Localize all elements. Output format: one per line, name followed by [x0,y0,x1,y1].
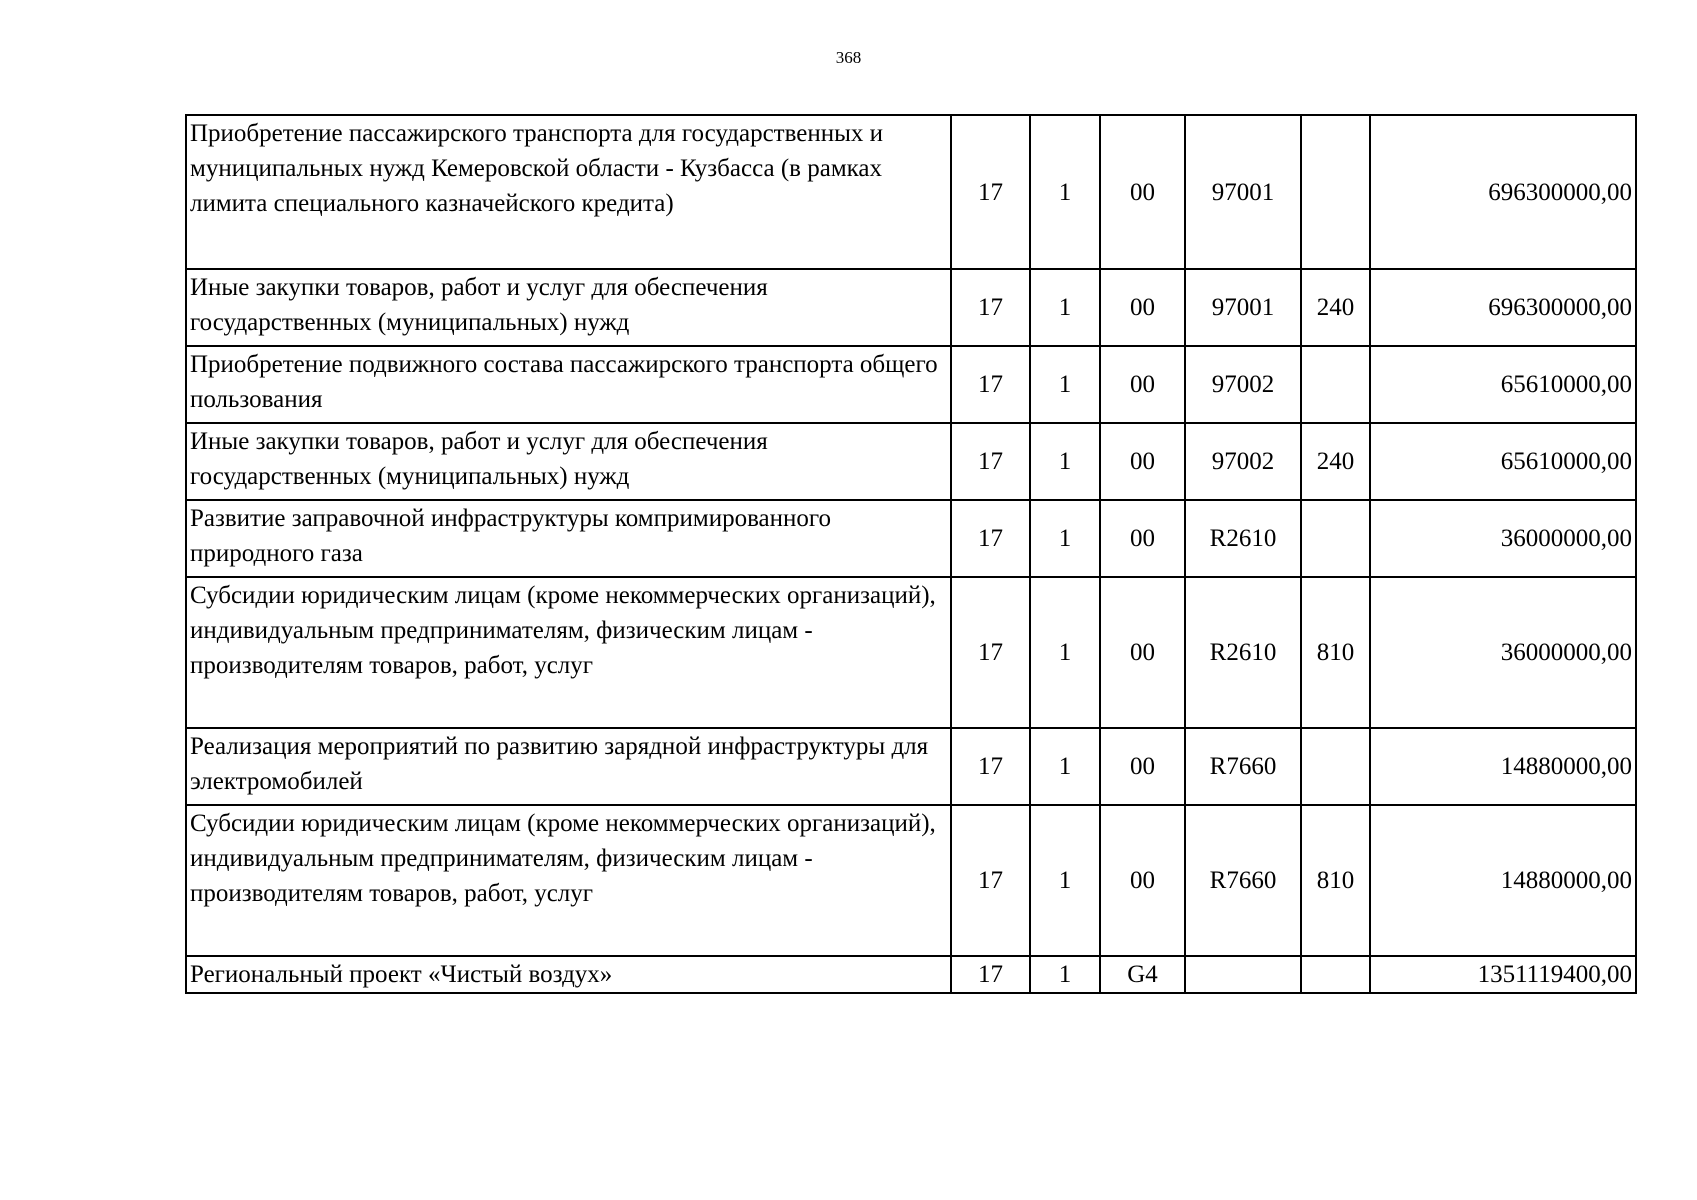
row-direction: R2610 [1185,577,1301,728]
row-expense-type: 240 [1301,269,1370,346]
row-sum: 65610000,00 [1370,423,1636,500]
row-name: Приобретение подвижного состава пассажирского транспорта общего пользования [186,346,951,423]
page-number: 368 [835,48,862,67]
row-program: 1 [1030,346,1100,423]
row-program: 1 [1030,728,1100,805]
row-name: Иные закупки товаров, работ и услуг для обеспечения государственных (муниципальных) нужд [186,269,951,346]
row-subprogram: 00 [1100,805,1185,956]
row-subprogram: 00 [1100,423,1185,500]
row-sum: 696300000,00 [1370,115,1636,269]
row-section: 17 [951,500,1030,577]
row-subprogram: 00 [1100,728,1185,805]
row-program: 1 [1030,423,1100,500]
row-expense-type [1301,500,1370,577]
row-section: 17 [951,956,1030,993]
row-program: 1 [1030,115,1100,269]
row-expense-type: 810 [1301,805,1370,956]
row-direction: 97001 [1185,269,1301,346]
row-direction [1185,956,1301,993]
row-section: 17 [951,577,1030,728]
row-program: 1 [1030,269,1100,346]
row-sum: 65610000,00 [1370,346,1636,423]
row-name: Развитие заправочной инфраструктуры компримированного природного газа [186,500,951,577]
row-direction: R7660 [1185,805,1301,956]
row-expense-type: 240 [1301,423,1370,500]
row-direction: 97001 [1185,115,1301,269]
row-direction: R2610 [1185,500,1301,577]
row-name: Субсидии юридическим лицам (кроме некоммерческих организаций), индивидуальным предпринимателям, физическим лицам - производителям товаров, работ, услуг [186,805,951,956]
row-sum: 1351119400,00 [1370,956,1636,993]
row-expense-type [1301,115,1370,269]
row-expense-type [1301,956,1370,993]
table-row [186,346,1636,423]
row-sum: 36000000,00 [1370,500,1636,577]
row-program: 1 [1030,956,1100,993]
budget-table [185,114,1637,994]
row-direction: 97002 [1185,423,1301,500]
row-direction: 97002 [1185,346,1301,423]
row-section: 17 [951,115,1030,269]
table-row [186,115,1636,269]
row-sum: 14880000,00 [1370,728,1636,805]
row-name: Региональный проект «Чистый воздух» [186,956,951,993]
table-row [186,577,1636,728]
row-name: Приобретение пассажирского транспорта для государственных и муниципальных нужд Кемеровской области - Кузбасса (в рамках лимита специального казначейского кредита) [186,115,951,269]
row-sum: 36000000,00 [1370,577,1636,728]
row-subprogram: 00 [1100,346,1185,423]
table-row [186,423,1636,500]
row-expense-type [1301,728,1370,805]
row-program: 1 [1030,500,1100,577]
row-section: 17 [951,423,1030,500]
row-program: 1 [1030,577,1100,728]
row-section: 17 [951,805,1030,956]
row-subprogram: 00 [1100,500,1185,577]
row-subprogram: 00 [1100,115,1185,269]
table-row [186,500,1636,577]
row-sum: 14880000,00 [1370,805,1636,956]
row-name: Субсидии юридическим лицам (кроме некоммерческих организаций), индивидуальным предпринимателям, физическим лицам - производителям товаров, работ, услуг [186,577,951,728]
row-expense-type [1301,346,1370,423]
row-section: 17 [951,269,1030,346]
table-row [186,805,1636,956]
row-subprogram: G4 [1100,956,1185,993]
row-name: Реализация мероприятий по развитию зарядной инфраструктуры для электромобилей [186,728,951,805]
row-direction: R7660 [1185,728,1301,805]
table-row [186,728,1636,805]
row-section: 17 [951,728,1030,805]
row-sum: 696300000,00 [1370,269,1636,346]
row-section: 17 [951,346,1030,423]
row-subprogram: 00 [1100,577,1185,728]
table-row [186,956,1636,993]
row-program: 1 [1030,805,1100,956]
table-row [186,269,1636,346]
row-subprogram: 00 [1100,269,1185,346]
row-expense-type: 810 [1301,577,1370,728]
row-name: Иные закупки товаров, работ и услуг для обеспечения государственных (муниципальных) нужд [186,423,951,500]
